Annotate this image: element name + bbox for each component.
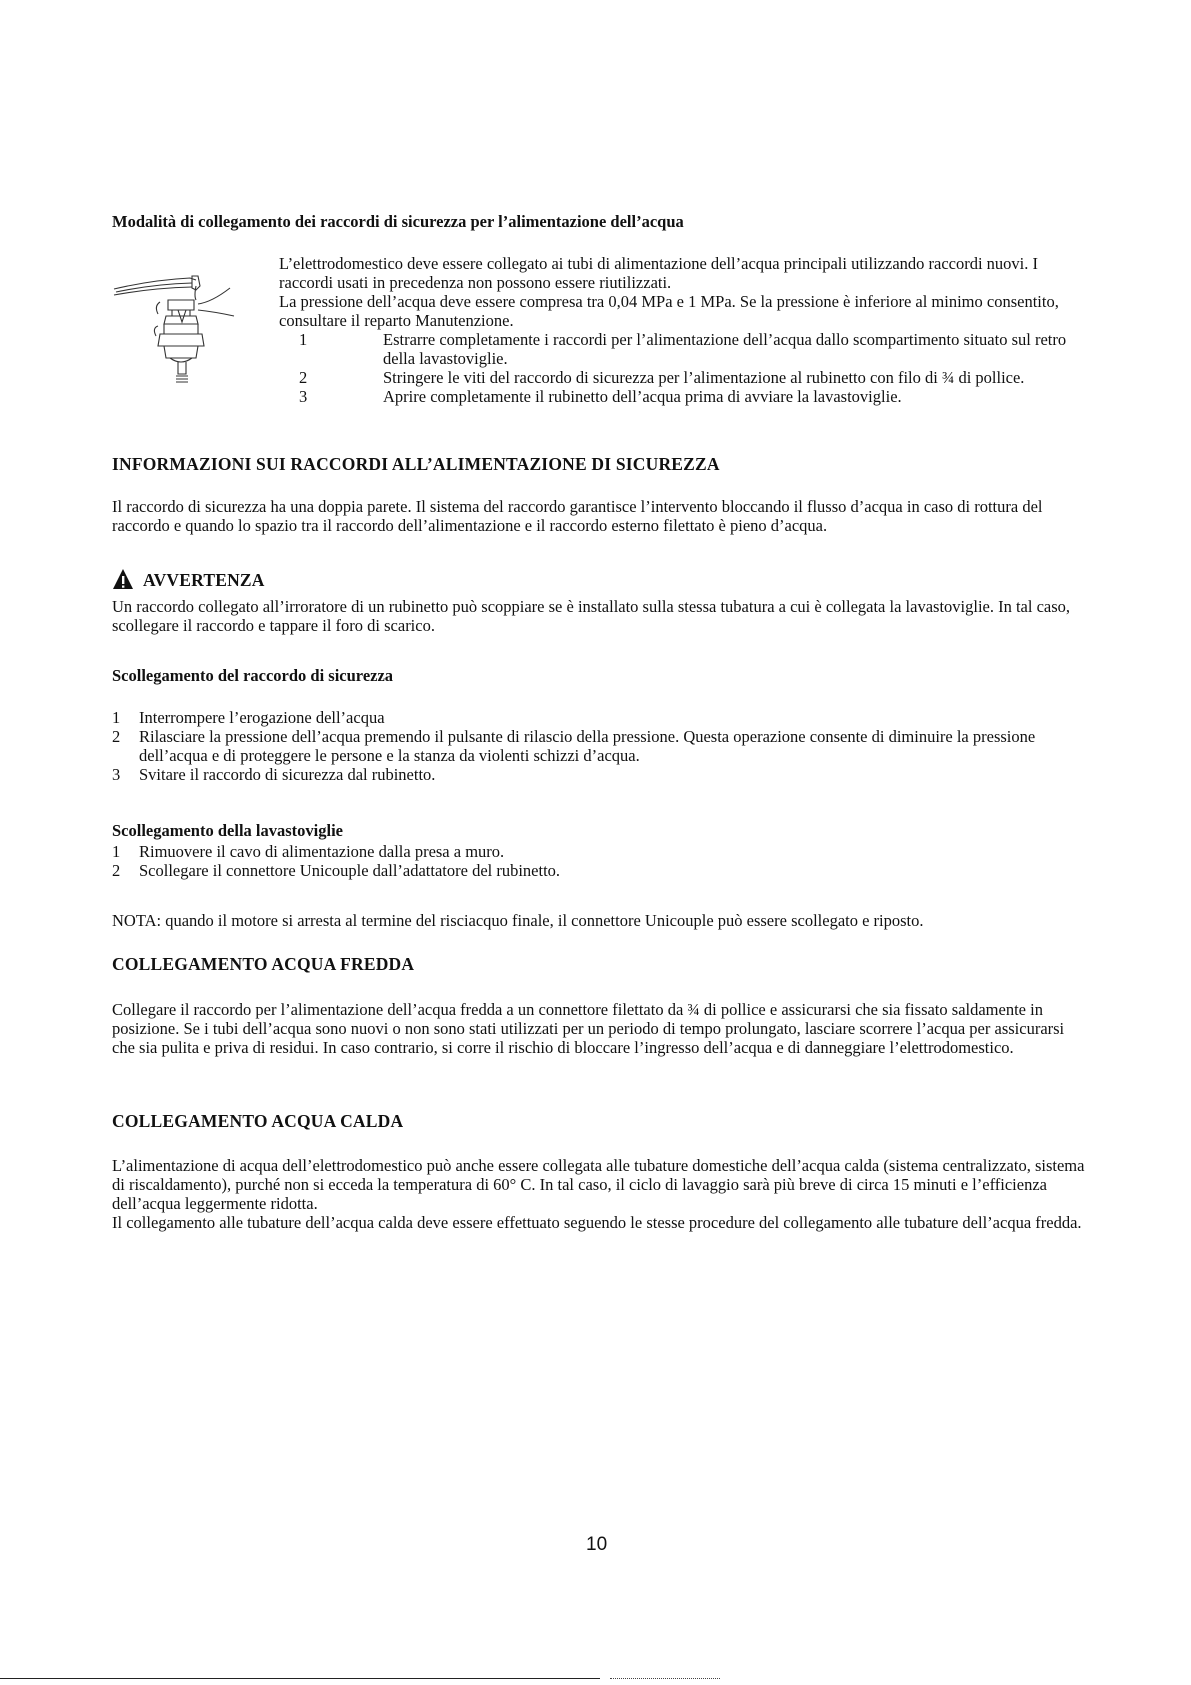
page-number: 10: [586, 1534, 608, 1555]
intro-paragraph-new-fittings: L’elettrodomestico deve essere collegato ai tubi di alimentazione dell’acqua principali utilizzando raccordi nuovi. I raccordi usati in precedenza non possono essere riutilizzati.: [279, 254, 1039, 292]
list-item: [112, 765, 1087, 784]
list-item: [112, 842, 1087, 861]
list-item: [112, 708, 1087, 727]
section-title-cold-water: COLLEGAMENTO ACQUA FREDDA: [112, 954, 415, 974]
section-title-disconnect-fitting: Scollegamento del raccordo di sicurezza: [112, 666, 394, 685]
list-item-text: Rilasciare la pressione dell’acqua premendo il pulsante di rilascio della pressione. Questa operazione consente di diminuire la pressione dell’acqua e di proteggere le persone e la stanza da violenti schizzi d’acqua.: [139, 727, 1036, 765]
list-item: [279, 368, 1079, 387]
list-item: [279, 330, 1079, 368]
bottom-divider: [0, 1678, 600, 1679]
list-item-text: Estrarre completamente i raccordi per l’alimentazione dell’acqua dallo scompartimento situato sul retro della lavastoviglie.: [383, 330, 1067, 368]
list-item-number: 2: [112, 861, 121, 880]
hot-water-paragraph: L’alimentazione di acqua dell’elettrodomestico può anche essere collegata alle tubature domestiche dell’acqua calda (sistema centralizzato, sistema di riscaldamento), purché non si ecceda la temperatura di 60° C. In tal caso, il ciclo di lavaggio sarà più breve di circa 15 minuti e l’efficienza dell’acqua leggermente ridotta.: [112, 1156, 1085, 1213]
warning-triangle-icon: [112, 568, 134, 590]
list-item: [112, 861, 1087, 880]
list-item-text: Scollegare il connettore Unicouple dall’adattatore del rubinetto.: [139, 861, 561, 880]
section-title-disconnect-dishwasher: Scollegamento della lavastoviglie: [112, 821, 343, 840]
section-title-hot-water: COLLEGAMENTO ACQUA CALDA: [112, 1111, 404, 1131]
hot-water-paragraph-procedure: Il collegamento alle tubature dell’acqua calda deve essere effettuato seguendo le stesse procedure del collegamento alle tubature dell’acqua fredda.: [112, 1213, 1082, 1232]
list-item-number: 1: [112, 842, 121, 861]
safety-info-paragraph: Il raccordo di sicurezza ha una doppia parete. Il sistema del raccordo garantisce l’intervento bloccando il flusso d’acqua in caso di rottura del raccordo e quando lo spazio tra il raccordo dell’alimentazione e il raccordo esterno filettato è pieno d’acqua.: [112, 497, 1043, 535]
list-item-number: 1: [112, 708, 121, 727]
section-title-safety-connections: Modalità di collegamento dei raccordi di sicurezza per l’alimentazione dell’acqua: [112, 212, 684, 231]
list-item: [112, 727, 1087, 765]
section-title-safety-info: INFORMAZIONI SUI RACCORDI ALL’ALIMENTAZIONE DI SICUREZZA: [112, 454, 720, 474]
faucet-connector-illustration-icon: [112, 266, 252, 391]
list-item-text: Rimuovere il cavo di alimentazione dalla presa a muro.: [139, 842, 505, 861]
list-item: [279, 387, 1079, 406]
list-item-text: Aprire completamente il rubinetto dell’acqua prima di avviare la lavastoviglie.: [383, 387, 902, 406]
list-item-number: 3: [112, 765, 121, 784]
list-item-number: 1: [299, 330, 308, 349]
list-item-number: 3: [299, 387, 308, 406]
warning-title: AVVERTENZA: [143, 570, 265, 590]
note-paragraph: NOTA: quando il motore si arresta al termine del risciacquo finale, il connettore Unicouple può essere scollegato e riposto.: [112, 911, 924, 930]
list-item-number: 2: [299, 368, 308, 387]
warning-header: [112, 568, 265, 590]
list-item-text: Interrompere l’erogazione dell’acqua: [139, 708, 385, 727]
bottom-divider-fragment: [610, 1678, 720, 1680]
warning-paragraph: Un raccordo collegato all’irroratore di un rubinetto può scoppiare se è installato sulla stessa tubatura a cui è collegata la lavastoviglie. In tal caso, scollegare il raccordo e tappare il foro di scarico.: [112, 597, 1071, 635]
list-item-text: Stringere le viti del raccordo di sicurezza per l’alimentazione al rubinetto con filo di ¾ di pollice.: [383, 368, 1025, 387]
list-item-number: 2: [112, 727, 121, 746]
intro-paragraph-pressure: La pressione dell’acqua deve essere compresa tra 0,04 MPa e 1 MPa. Se la pressione è inferiore al minimo consentito, consultare il reparto Manutenzione.: [279, 292, 1059, 330]
list-item-text: Svitare il raccordo di sicurezza dal rubinetto.: [139, 765, 436, 784]
cold-water-paragraph: Collegare il raccordo per l’alimentazione dell’acqua fredda a un connettore filettato da ¾ di pollice e assicurarsi che sia fissato saldamente in posizione. Se i tubi dell’acqua sono nuovi o non sono stati utilizzati per un periodo di tempo prolungato, lasciare scorrere l’acqua per assicurarsi che sia pulita e priva di residui. In caso contrario, si corre il rischio di bloccare l’ingresso dell’acqua e di danneggiare l’elettrodomestico.: [112, 1000, 1065, 1057]
